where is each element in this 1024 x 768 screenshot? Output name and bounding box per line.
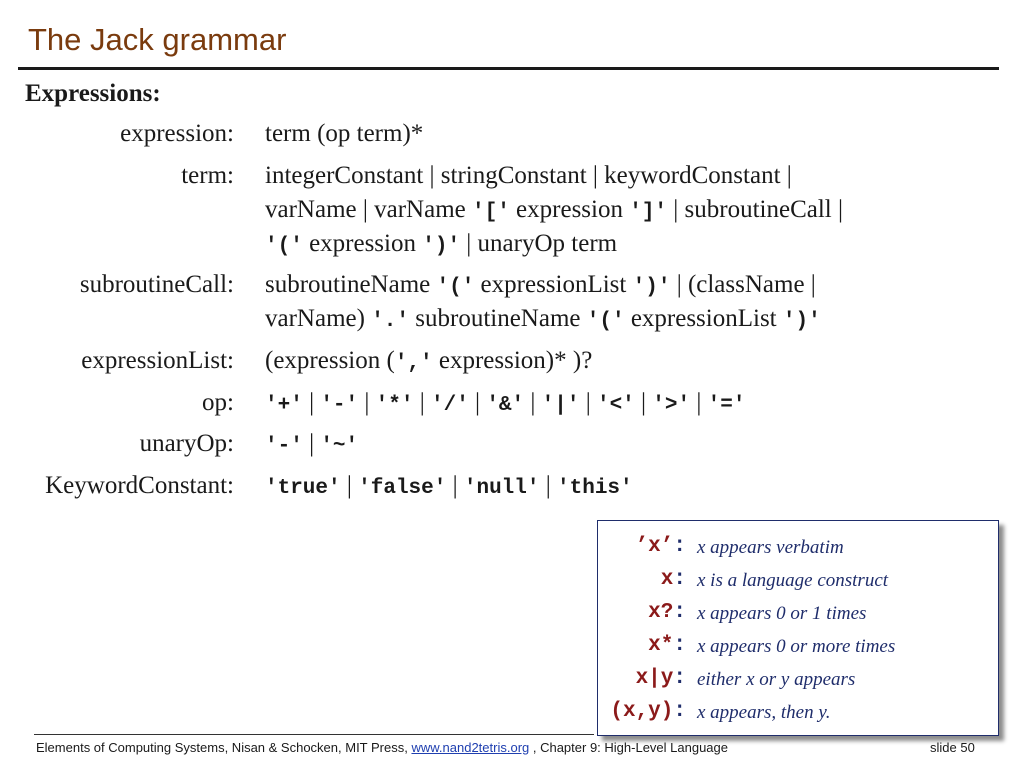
grammar-text: varName)	[265, 305, 372, 332]
rule-expression-line-1	[265, 120, 423, 148]
terminal-token: '('	[265, 235, 303, 258]
legend-description: x appears verbatim	[697, 537, 844, 558]
rule-expression-list-line-1	[265, 347, 592, 375]
terminal-token: '>'	[652, 394, 691, 417]
grammar-text: (expression (	[265, 347, 395, 374]
legend-description: either x or y appears	[697, 669, 856, 690]
terminal-token: '='	[707, 394, 746, 417]
grammar-text: |	[358, 389, 376, 416]
terminal-token: 'true'	[265, 477, 341, 500]
terminal-token: '-'	[265, 435, 303, 458]
grammar-text: |	[413, 389, 431, 416]
grammar-text: integerConstant | stringConstant | keywordConstant |	[265, 162, 792, 189]
terminal-token: '.'	[371, 310, 410, 333]
terminal-token: 'this'	[557, 477, 633, 500]
legend-row	[598, 634, 998, 664]
legend-description: x appears 0 or 1 times	[697, 603, 867, 624]
rule-label-expression-list: expressionList:	[81, 347, 234, 374]
legend-row	[598, 667, 998, 697]
grammar-text: expression)* )?	[432, 347, 593, 374]
terminal-token: ']'	[629, 201, 668, 224]
legend-row	[598, 535, 998, 565]
grammar-text: subroutineName	[265, 271, 437, 298]
rule-label-op: op:	[202, 389, 234, 416]
legend-description: x is a language construct	[697, 570, 889, 591]
grammar-text: subroutineName	[409, 305, 587, 332]
rule-label-term: term:	[181, 162, 234, 189]
title-divider	[18, 67, 999, 70]
rule-term-line-2	[265, 196, 843, 224]
terminal-token: ')'	[782, 310, 821, 333]
grammar-text: expression	[509, 196, 630, 223]
footer-divider	[34, 734, 594, 735]
notation-legend	[597, 520, 999, 736]
section-heading: Expressions:	[25, 80, 161, 107]
terminal-token: ')'	[632, 276, 671, 299]
grammar-text: | (className |	[670, 271, 816, 298]
grammar-text: expressionList	[474, 271, 633, 298]
legend-row	[598, 568, 998, 598]
rule-subroutine-call-line-2	[265, 305, 821, 333]
legend-row	[598, 700, 998, 730]
slide-title: The Jack grammar	[28, 22, 287, 57]
footer-text-after: , Chapter 9: High-Level Language	[529, 740, 728, 755]
terminal-token: '['	[471, 201, 510, 224]
grammar-text: |	[302, 389, 321, 416]
legend-row	[598, 601, 998, 631]
terminal-token: '|'	[541, 394, 580, 417]
slide-number: slide 50	[930, 740, 975, 755]
legend-symbol: x:	[660, 568, 686, 591]
rule-term-line-1	[265, 162, 792, 190]
terminal-token: 'null'	[463, 477, 540, 500]
legend-symbol: (x,y):	[610, 700, 686, 723]
rule-label-subroutine-call: subroutineCall:	[79, 271, 234, 298]
grammar-text: |	[539, 472, 558, 499]
terminal-token: '('	[436, 276, 475, 299]
grammar-text: | subroutineCall |	[667, 196, 843, 223]
grammar-text: |	[634, 389, 653, 416]
rule-term-line-3	[265, 230, 617, 258]
rule-label-unary-op: unaryOp:	[139, 430, 234, 457]
terminal-token: '<'	[596, 394, 635, 417]
terminal-token: ')'	[422, 235, 461, 258]
rule-label-expression: expression:	[120, 120, 234, 147]
grammar-text: |	[690, 389, 708, 416]
legend-description: x appears, then y.	[697, 702, 831, 723]
rule-subroutine-call-line-1	[265, 271, 816, 299]
grammar-text: |	[340, 472, 359, 499]
rule-unary-op-line-1	[265, 430, 358, 458]
grammar-text: |	[468, 389, 487, 416]
terminal-token: '-'	[320, 394, 359, 417]
terminal-token: '/'	[430, 394, 469, 417]
legend-symbol: x|y:	[635, 667, 686, 690]
terminal-token: ','	[394, 352, 433, 375]
grammar-text: term (op term)*	[265, 120, 424, 147]
rule-keyword-constant-line-1	[265, 472, 633, 500]
legend-symbol: x*:	[648, 634, 686, 657]
terminal-token: '&'	[486, 394, 525, 417]
footer-citation	[36, 740, 728, 755]
grammar-text: |	[446, 472, 464, 499]
terminal-token: '+'	[265, 394, 303, 417]
footer-link[interactable]: www.nand2tetris.org	[411, 740, 530, 755]
grammar-text: |	[579, 389, 597, 416]
rule-label-keyword-constant: KeywordConstant:	[45, 472, 234, 499]
grammar-text: |	[524, 389, 542, 416]
terminal-token: '*'	[375, 394, 414, 417]
footer-text-before: Elements of Computing Systems, Nisan & Schocken, MIT Press,	[36, 740, 412, 755]
terminal-token: 'false'	[358, 477, 447, 500]
grammar-text: expression	[302, 230, 423, 257]
legend-symbol: ’x’:	[635, 535, 686, 558]
grammar-text: | unaryOp term	[460, 230, 618, 257]
legend-description: x appears 0 or more times	[697, 636, 896, 657]
rule-op-line-1	[265, 389, 745, 417]
grammar-text: |	[302, 430, 321, 457]
grammar-text: expressionList	[624, 305, 783, 332]
terminal-token: '~'	[320, 435, 359, 458]
grammar-text: varName | varName	[265, 196, 472, 223]
legend-symbol: x?:	[648, 601, 686, 624]
terminal-token: '('	[586, 310, 625, 333]
